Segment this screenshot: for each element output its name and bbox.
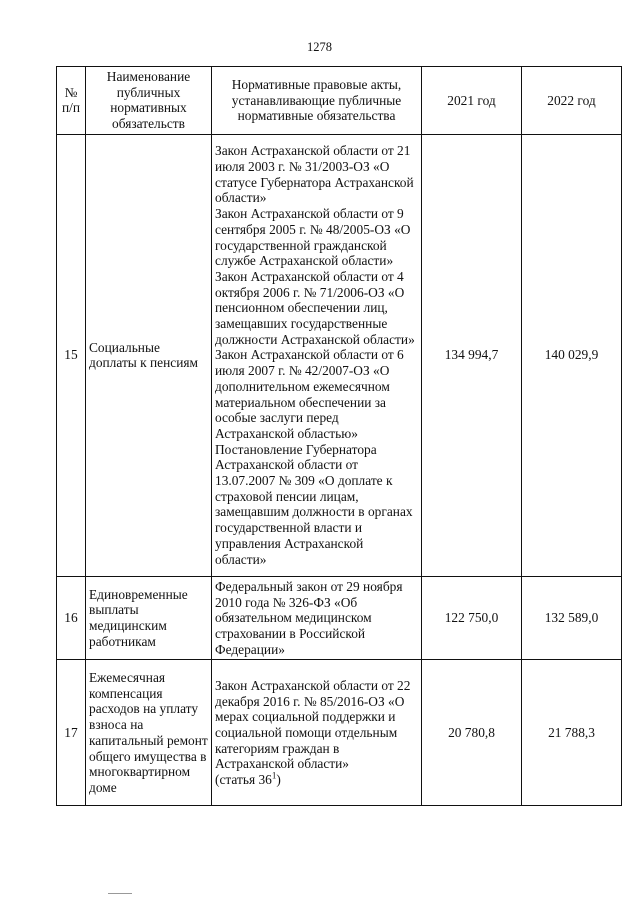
header-obligation-name: Наименование публичных нормативных обязательств bbox=[86, 67, 212, 135]
obligation-name: Социальные доплаты к пенсиям bbox=[86, 134, 212, 576]
legal-act-article bbox=[215, 772, 418, 788]
value-2022: 132 589,0 bbox=[522, 576, 622, 660]
obligation-name: Единовременные выплаты медицинским работникам bbox=[86, 576, 212, 660]
table-row bbox=[57, 576, 622, 660]
header-legal-acts: Нормативные правовые акты, устанавливающие публичные нормативные обязательства bbox=[212, 67, 422, 135]
value-2022: 140 029,9 bbox=[522, 134, 622, 576]
row-number: 16 bbox=[57, 576, 86, 660]
header-year-2022: 2022 год bbox=[522, 67, 622, 135]
value-2021: 20 780,8 bbox=[422, 660, 522, 806]
obligation-name: Ежемесячная компенсация расходов на уплату взноса на капитальный ремонт общего имущества в многоквартирном доме bbox=[86, 660, 212, 806]
obligations-table bbox=[56, 66, 622, 806]
legal-acts-cell bbox=[212, 576, 422, 660]
value-2022: 21 788,3 bbox=[522, 660, 622, 806]
legal-act: Постановление Губернатора Астраханской области от 13.07.2007 № 309 «О доплате к страховой пенсии лицам, замещавшим должности в органах государственной власти и управления Астраханской области» bbox=[215, 441, 413, 567]
row-number: 15 bbox=[57, 134, 86, 576]
page-number: 1278 bbox=[307, 40, 332, 54]
article-superscript: 1 bbox=[271, 770, 277, 781]
header-number: № п/п bbox=[57, 67, 86, 135]
table-row bbox=[57, 660, 622, 806]
table-row bbox=[57, 134, 622, 576]
legal-act: Закон Астраханской области от 4 октября 2006 г. № 71/2006-ОЗ «О пенсионном обеспечении лиц, замещавших государственные должности Астраханской области» bbox=[215, 268, 415, 347]
legal-act: Федеральный закон от 29 ноября 2010 года № 326-ФЗ «Об обязательном медицинском страховании в Российской Федерации» bbox=[215, 578, 403, 657]
footer-divider bbox=[108, 893, 132, 894]
legal-acts-cell bbox=[212, 660, 422, 806]
header-year-2021: 2021 год bbox=[422, 67, 522, 135]
table-header-row bbox=[57, 67, 622, 135]
legal-act: Закон Астраханской области от 22 декабря 2016 г. № 85/2016-ОЗ «О мерах социальной поддержки и социальной помощи отдельным категориям граждан в Астраханской области» bbox=[215, 677, 411, 772]
value-2021: 134 994,7 bbox=[422, 134, 522, 576]
legal-act: Закон Астраханской области от 6 июля 2007 г. № 42/2007-ОЗ «О дополнительном ежемесячном материальном обеспечении за особые заслуги перед Астраханской областью» bbox=[215, 347, 404, 441]
row-number: 17 bbox=[57, 660, 86, 806]
value-2021: 122 750,0 bbox=[422, 576, 522, 660]
legal-act: Закон Астраханской области от 9 сентября 2005 г. № 48/2005-ОЗ «О государственной гражданской службе Астраханской области» bbox=[215, 206, 411, 269]
article-text: (статья 36 bbox=[215, 772, 272, 788]
article-close: ) bbox=[276, 772, 281, 788]
legal-act: Закон Астраханской области от 21 июля 2003 г. № 31/2003-ОЗ «О статусе Губернатора Астраханской области» bbox=[215, 143, 414, 206]
legal-acts-cell bbox=[212, 134, 422, 576]
